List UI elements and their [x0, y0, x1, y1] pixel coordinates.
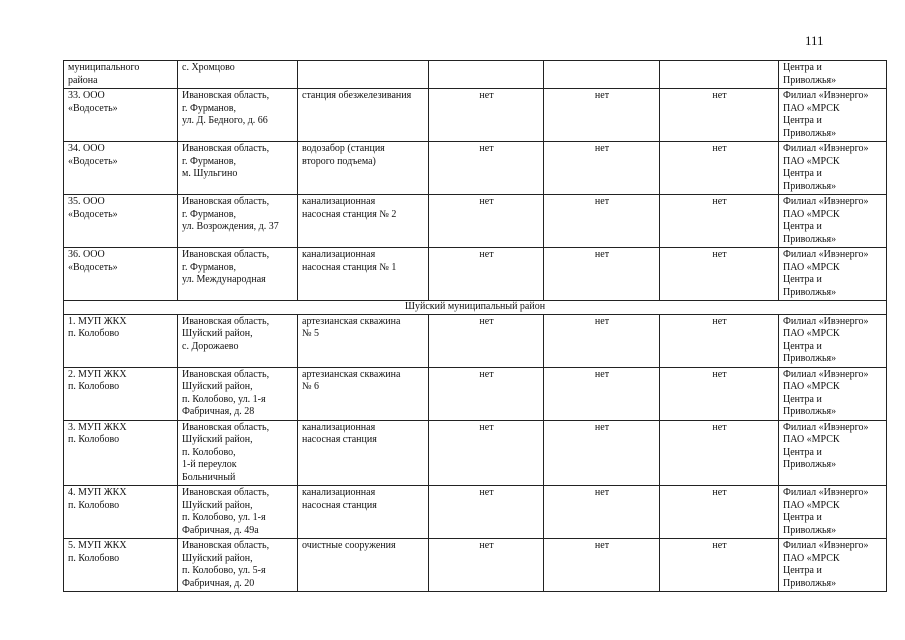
object-cell: канализационная насосная станция № 2 [298, 195, 429, 248]
value-cell [660, 61, 779, 89]
value-cell: нет [429, 195, 544, 248]
table-body-group1 [64, 61, 887, 301]
value-cell: нет [544, 89, 660, 142]
organization-cell: 33. ООО «Водосеть» [64, 89, 178, 142]
value-cell: нет [660, 539, 779, 592]
organization-cell: 1. МУП ЖКХ п. Колобово [64, 314, 178, 367]
value-cell: нет [544, 420, 660, 486]
value-cell: нет [544, 539, 660, 592]
table-row [64, 89, 887, 142]
object-cell: артезианская скважина № 6 [298, 367, 429, 420]
address-cell: с. Хромцово [178, 61, 298, 89]
value-cell: нет [660, 142, 779, 195]
table-row [64, 248, 887, 301]
value-cell: нет [429, 248, 544, 301]
organization-cell: 4. МУП ЖКХ п. Колобово [64, 486, 178, 539]
grid-operator-cell: Филиал «Ивэнерго» ПАО «МРСК Центра и Приволжья» [779, 486, 887, 539]
object-cell [298, 61, 429, 89]
value-cell [429, 61, 544, 89]
object-cell: артезианская скважина № 5 [298, 314, 429, 367]
value-cell: нет [660, 89, 779, 142]
value-cell: нет [429, 367, 544, 420]
grid-operator-cell: Филиал «Ивэнерго» ПАО «МРСК Центра и Приволжья» [779, 314, 887, 367]
address-cell: Ивановская область, г. Фурманов, м. Шульгино [178, 142, 298, 195]
page-number: 111 [805, 33, 824, 48]
table-row [64, 61, 887, 89]
value-cell: нет [429, 89, 544, 142]
value-cell [544, 61, 660, 89]
organization-cell: 35. ООО «Водосеть» [64, 195, 178, 248]
grid-operator-cell: Филиал «Ивэнерго» ПАО «МРСК Центра и Приволжья» [779, 89, 887, 142]
organization-cell: муниципального района [64, 61, 178, 89]
address-cell: Ивановская область, Шуйский район, п. Колобово, ул. 1-я Фабричная, д. 49а [178, 486, 298, 539]
value-cell: нет [660, 367, 779, 420]
value-cell: нет [544, 142, 660, 195]
value-cell: нет [660, 195, 779, 248]
value-cell: нет [660, 486, 779, 539]
address-cell: Ивановская область, Шуйский район, п. Колобово, ул. 5-я Фабричная, д. 20 [178, 539, 298, 592]
table-row [64, 539, 887, 592]
table-body-group2 [64, 314, 887, 592]
facilities-table [63, 60, 887, 592]
value-cell: нет [660, 314, 779, 367]
value-cell: нет [660, 420, 779, 486]
organization-cell: 2. МУП ЖКХ п. Колобово [64, 367, 178, 420]
value-cell: нет [544, 486, 660, 539]
section-header-row [64, 301, 887, 315]
value-cell: нет [544, 195, 660, 248]
section-title: Шуйский муниципальный район [64, 301, 887, 315]
table-row [64, 420, 887, 486]
grid-operator-cell: Филиал «Ивэнерго» ПАО «МРСК Центра и Приволжья» [779, 539, 887, 592]
address-cell: Ивановская область, Шуйский район, п. Колобово, ул. 1-я Фабричная, д. 28 [178, 367, 298, 420]
value-cell: нет [429, 420, 544, 486]
grid-operator-cell: Филиал «Ивэнерго» ПАО «МРСК Центра и Приволжья» [779, 420, 887, 486]
object-cell: станция обезжелезивания [298, 89, 429, 142]
value-cell: нет [544, 314, 660, 367]
object-cell: водозабор (станция второго подъема) [298, 142, 429, 195]
organization-cell: 3. МУП ЖКХ п. Колобово [64, 420, 178, 486]
grid-operator-cell: Филиал «Ивэнерго» ПАО «МРСК Центра и Приволжья» [779, 142, 887, 195]
object-cell: канализационная насосная станция [298, 420, 429, 486]
organization-cell: 36. ООО «Водосеть» [64, 248, 178, 301]
object-cell: канализационная насосная станция [298, 486, 429, 539]
table-row [64, 486, 887, 539]
address-cell: Ивановская область, г. Фурманов, ул. Международная [178, 248, 298, 301]
object-cell: канализационная насосная станция № 1 [298, 248, 429, 301]
table-row [64, 314, 887, 367]
table-row [64, 142, 887, 195]
table-row [64, 195, 887, 248]
grid-operator-cell: Филиал «Ивэнерго» ПАО «МРСК Центра и Приволжья» [779, 248, 887, 301]
address-cell: Ивановская область, Шуйский район, п. Колобово, 1-й переулок Больничный [178, 420, 298, 486]
value-cell: нет [429, 142, 544, 195]
value-cell: нет [544, 367, 660, 420]
grid-operator-cell: Филиал «Ивэнерго» ПАО «МРСК Центра и Приволжья» [779, 367, 887, 420]
grid-operator-cell: Центра и Приволжья» [779, 61, 887, 89]
address-cell: Ивановская область, Шуйский район, с. Дорожаево [178, 314, 298, 367]
address-cell: Ивановская область, г. Фурманов, ул. Возрождения, д. 37 [178, 195, 298, 248]
organization-cell: 5. МУП ЖКХ п. Колобово [64, 539, 178, 592]
value-cell: нет [429, 539, 544, 592]
organization-cell: 34. ООО «Водосеть» [64, 142, 178, 195]
table-row [64, 367, 887, 420]
grid-operator-cell: Филиал «Ивэнерго» ПАО «МРСК Центра и Приволжья» [779, 195, 887, 248]
value-cell: нет [544, 248, 660, 301]
object-cell: очистные сооружения [298, 539, 429, 592]
value-cell: нет [429, 314, 544, 367]
address-cell: Ивановская область, г. Фурманов, ул. Д. Бедного, д. 66 [178, 89, 298, 142]
value-cell: нет [429, 486, 544, 539]
value-cell: нет [660, 248, 779, 301]
